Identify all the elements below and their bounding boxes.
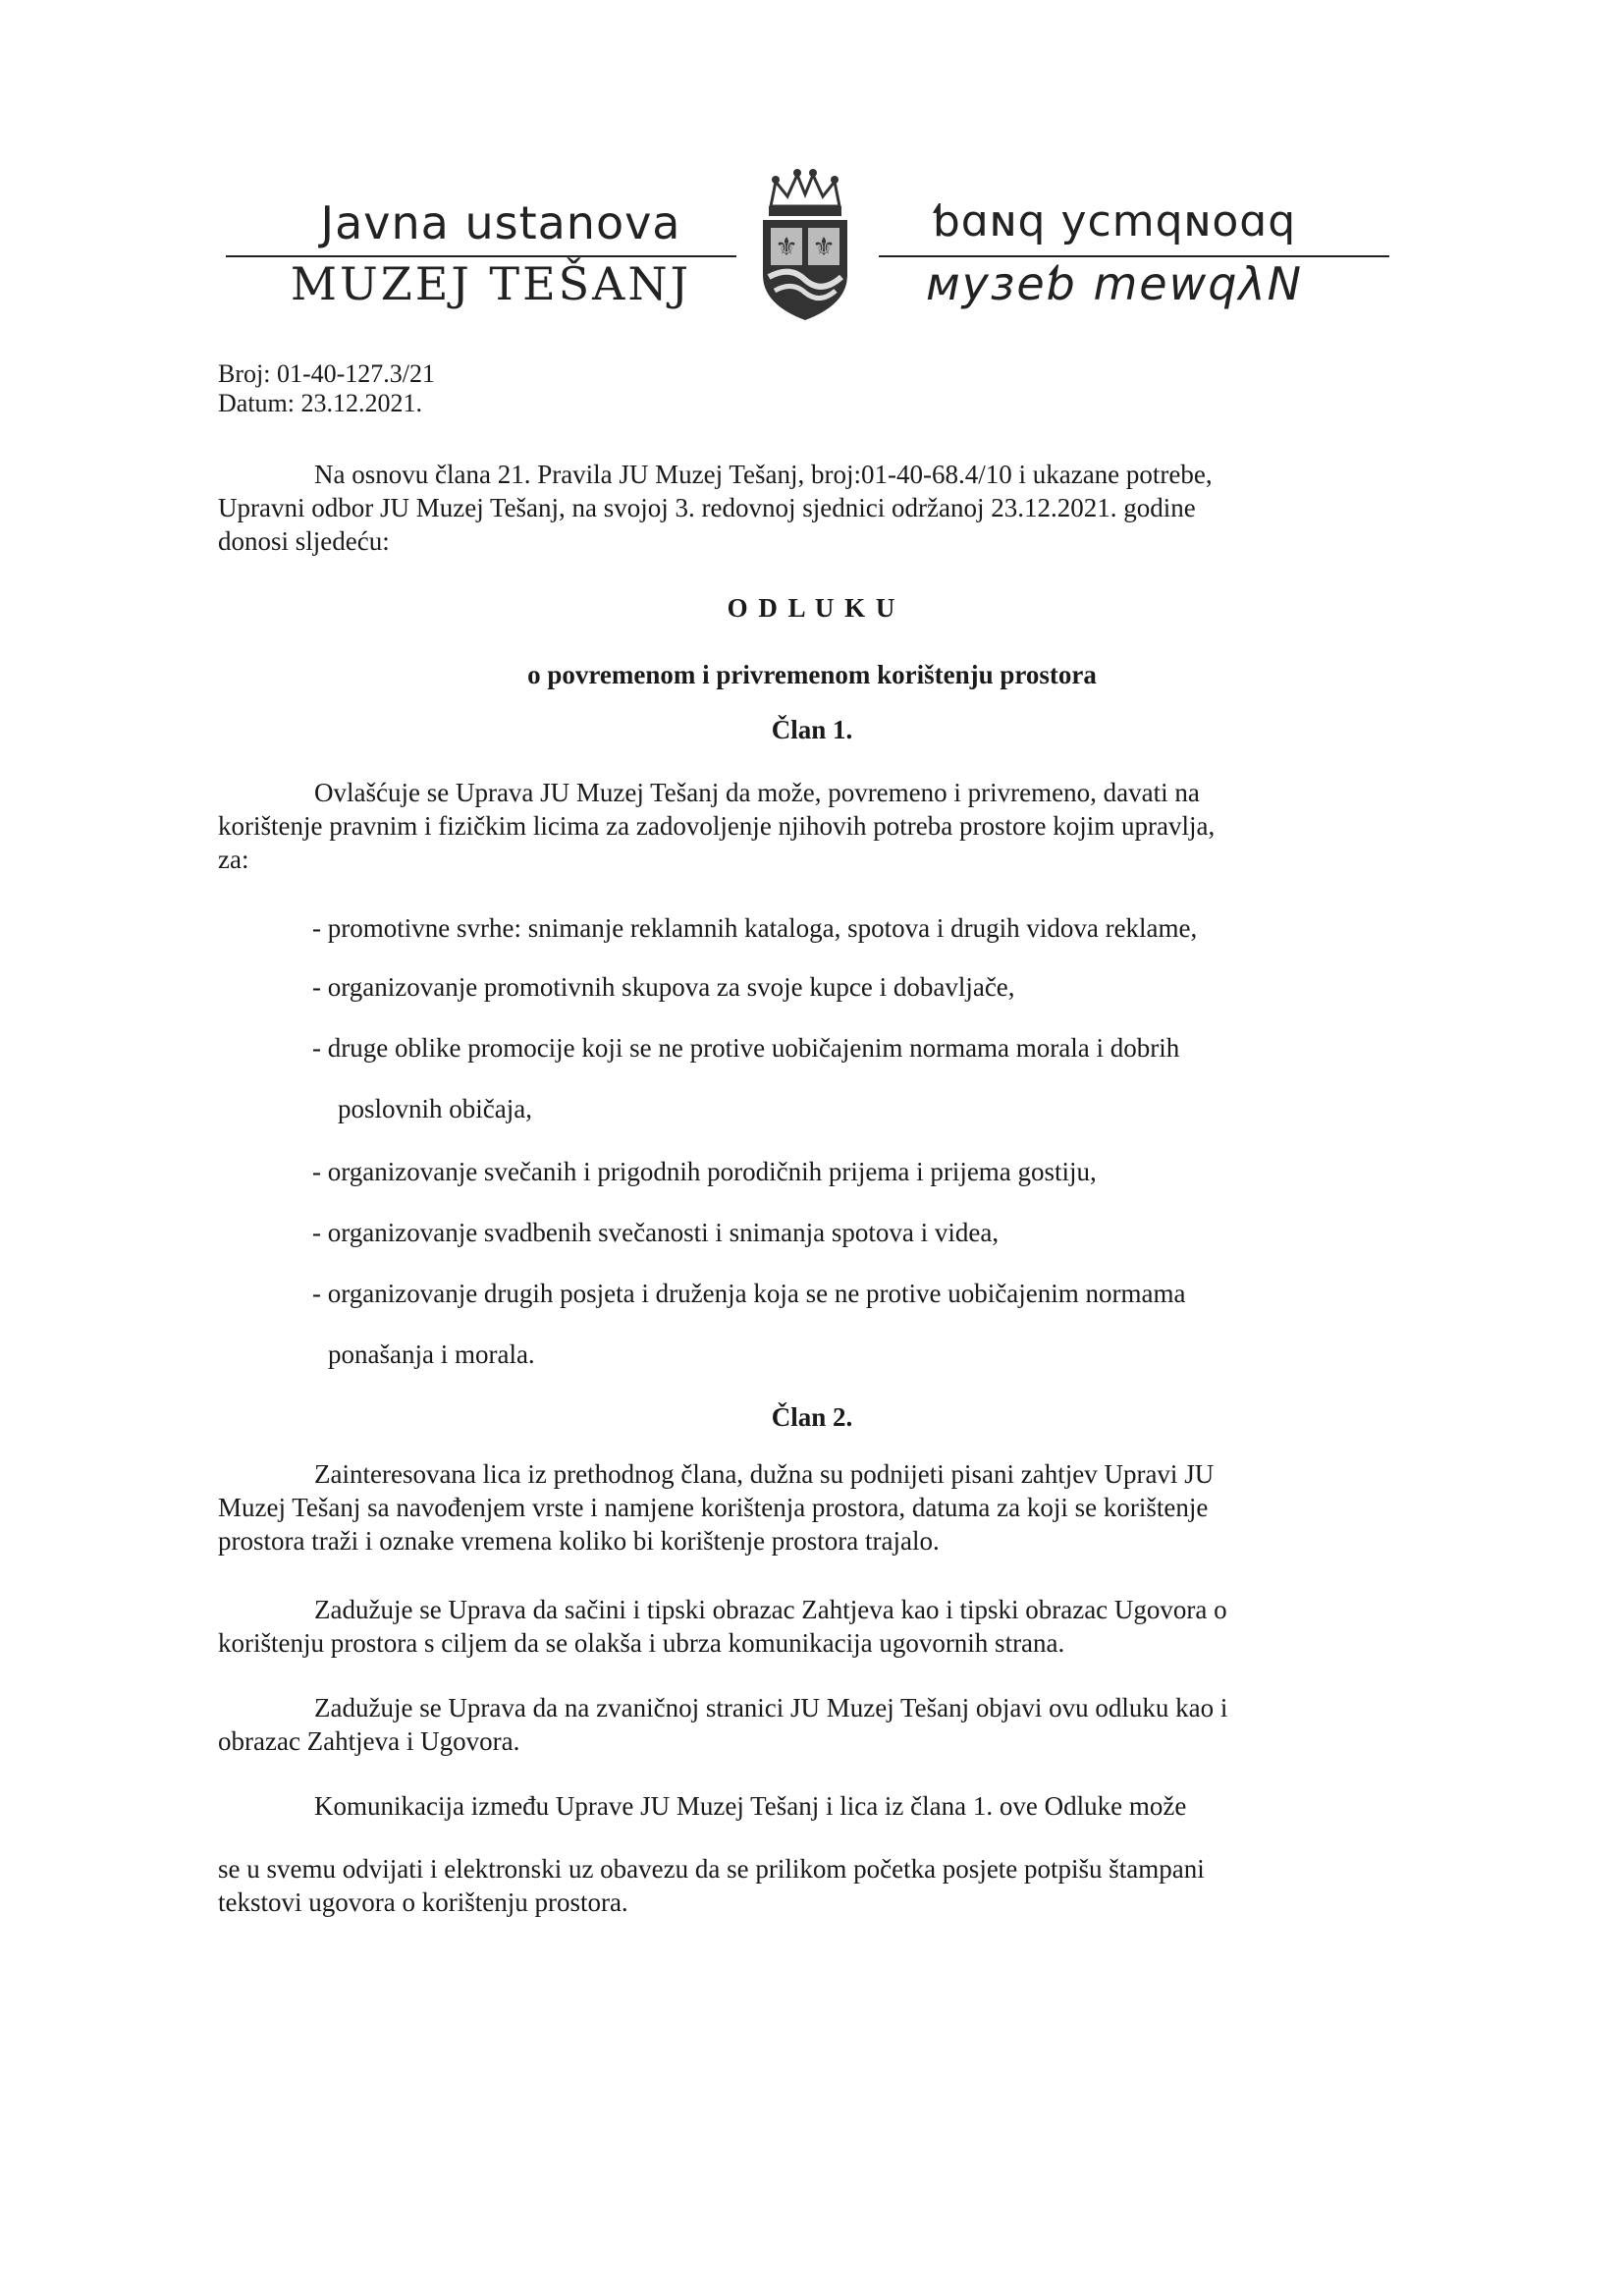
letterhead-left-bottom: MUZEJ TEŠANJ <box>290 257 692 310</box>
list-item: - organizovanje drugih posjeta i druženja koja se ne protive uobičajenim normama <box>312 1279 1186 1308</box>
list-item-continuation: ponašanja i morala. <box>328 1339 535 1369</box>
list-item-continuation: poslovnih običaja, <box>338 1094 532 1123</box>
article-1-line-3: za: <box>218 845 249 874</box>
decision-title: O D L U K U <box>727 593 897 623</box>
doc-date: Datum: 23.12.2021. <box>218 389 422 417</box>
decision-subtitle: o povremenom i privremenom korištenju prostora <box>527 660 1097 689</box>
article-2-heading: Član 2. <box>771 1402 853 1432</box>
list-item: - organizovanje promotivnih skupova za svoje kupce i dobavljače, <box>312 972 1015 1002</box>
letterhead-right-bottom: мyзeƅ mewqλN <box>925 257 1304 310</box>
list-item: - druge oblike promocije koji se ne protive uobičajenim normama morala i dobrih <box>312 1033 1180 1063</box>
article-2-p4-line-1: Komunikacija između Uprave JU Muzej Tešanj i lica iz člana 1. ove Odluke može <box>314 1791 1187 1821</box>
article-2-p1-line-2: Muzej Tešanj sa navođenjem vrste i namjene korištenja prostora, datuma za koji se korištenje <box>218 1493 1209 1522</box>
article-1-line-1: Ovlašćuje se Uprava JU Muzej Tešanj da može, povremeno i privremeno, davati na <box>314 778 1200 807</box>
list-item: - organizovanje svečanih i prigodnih porodičnih prijema i prijema gostiju, <box>312 1157 1097 1186</box>
doc-number: Broj: 01-40-127.3/21 <box>218 359 435 388</box>
letterhead-right-top: ƅɑɴq ycmqɴoɑq <box>932 196 1297 246</box>
article-2-p2-line-1: Zadužuje se Uprava da sačini i tipski obrazac Zahtjeva kao i tipski obrazac Ugovora o <box>314 1595 1227 1624</box>
svg-text:⚜: ⚜ <box>812 233 836 262</box>
article-2-p4-line-2: se u svemu odvijati i elektronski uz obavezu da se prilikom početka posjete potpišu štampani <box>218 1854 1205 1884</box>
letterhead-left-top: Javna ustanova <box>320 196 681 249</box>
intro-line-2: Upravni odbor JU Muzej Tešanj, na svojoj 3. redovnoj sjednici održanoj 23.12.2021. godine <box>218 493 1196 522</box>
intro-line-3: donosi sljedeću: <box>218 526 390 556</box>
article-1-line-2: korištenje pravnim i fizičkim licima za zadovoljenje njihovih potreba prostore kojim upravlja, <box>218 811 1216 841</box>
coat-of-arms-icon <box>751 167 859 324</box>
article-2-p3-line-1: Zadužuje se Uprava da na zvaničnoj stranici JU Muzej Tešanj objavi ovu odluku kao i <box>314 1693 1228 1722</box>
article-2-p4-line-3: tekstovi ugovora o korištenju prostora. <box>218 1887 628 1917</box>
svg-text:⚜: ⚜ <box>775 233 798 262</box>
intro-line-1: Na osnovu člana 21. Pravila JU Muzej Tešanj, broj:01-40-68.4/10 i ukazane potrebe, <box>314 460 1213 489</box>
article-2-p1-line-1: Zainteresovana lica iz prethodnog člana, dužna su podnijeti pisani zahtjev Upravi JU <box>314 1459 1215 1489</box>
list-item: - organizovanje svadbenih svečanosti i snimanja spotova i videa, <box>312 1218 1000 1247</box>
article-2-p1-line-3: prostora traži i oznake vremena koliko bi korištenje prostora trajalo. <box>218 1526 940 1556</box>
article-2-p2-line-2: korištenju prostora s ciljem da se olakša i ubrza komunikacija ugovornih strana. <box>218 1628 1065 1658</box>
list-item: - promotivne svrhe: snimanje reklamnih kataloga, spotova i drugih vidova reklame, <box>312 913 1198 943</box>
article-2-p3-line-2: obrazac Zahtjeva i Ugovora. <box>218 1726 520 1756</box>
article-1-heading: Član 1. <box>771 715 853 744</box>
